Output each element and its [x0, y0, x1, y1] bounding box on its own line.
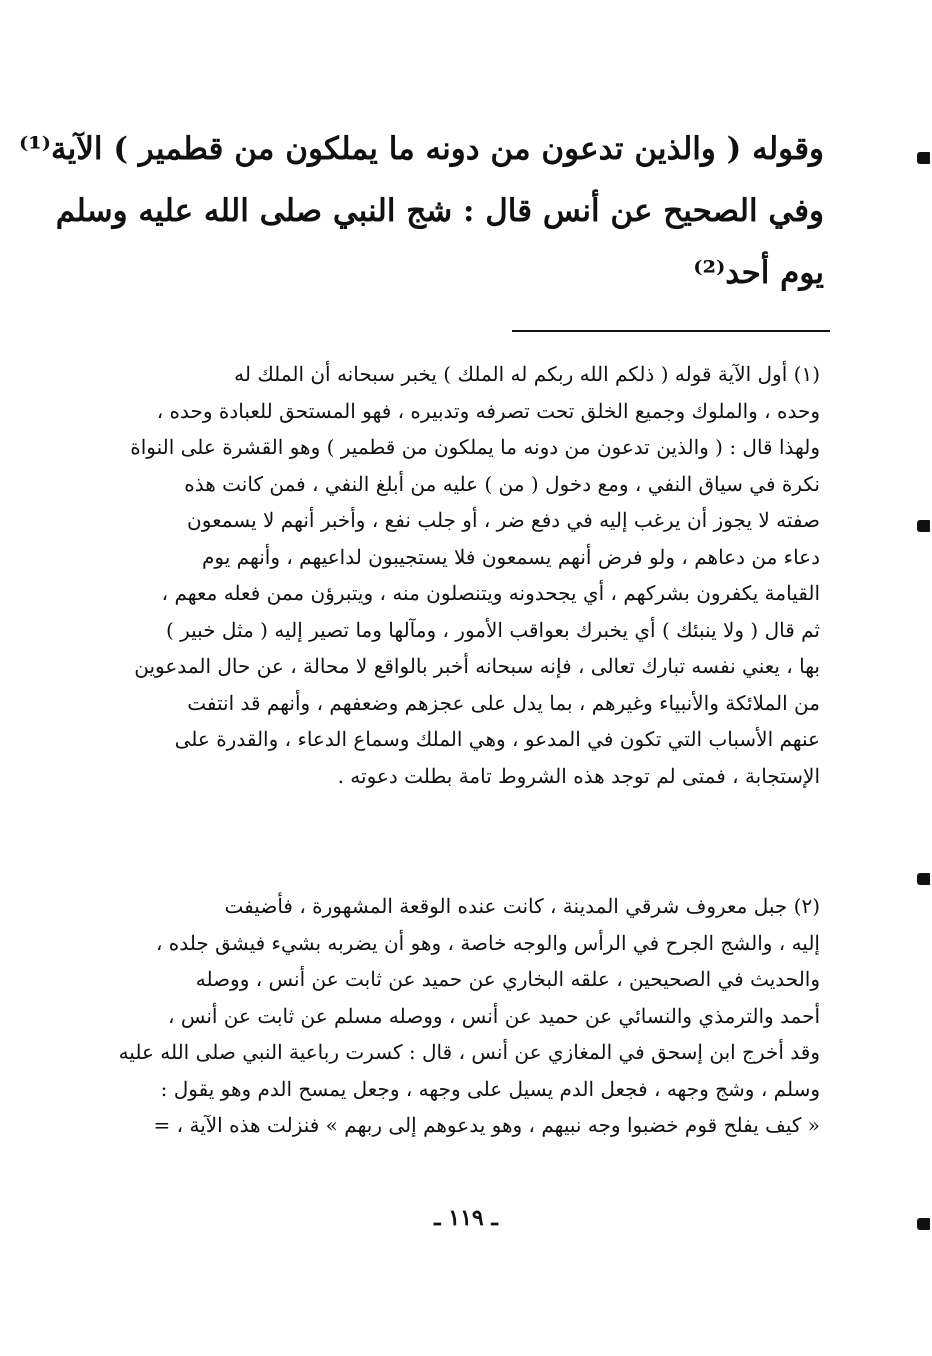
- page-number: ـ ١١٩ ـ: [434, 1205, 498, 1231]
- main-text-line: وفي الصحيح عن أنس قال : شج النبي صلى الله عليه وسلم: [55, 193, 824, 229]
- footnote-line: دعاء من دعاهم ، ولو فرض أنهم يسمعون فلا يستجيبون لداعيهم ، وأنهم يوم: [202, 544, 820, 569]
- footnote-line: من الملائكة والأنبياء وغيرهم ، بما يدل على عجزهم وضعفهم ، وأنهم قد انتفت: [187, 690, 820, 715]
- footnote-line: إليه ، والشج الجرح في الرأس والوجه خاصة ، وهو أن يضربه بشيء فيشق جلده ،: [155, 930, 820, 955]
- footnote-line: الإستجابة ، فمتى لم توجد هذه الشروط تامة بطلت دعوته .: [337, 763, 820, 788]
- main-text-line: يوم أحد⁽²⁾: [693, 255, 824, 291]
- footnote-line: عنهم الأسباب التي تكون في المدعو ، وهي الملك وسماع الدعاء ، والقدرة على: [174, 727, 820, 751]
- footnote-line: وقد أخرج ابن إسحق في المغازي عن أنس ، قال : كسرت رباعية النبي صلى الله عليه: [118, 1040, 820, 1064]
- margin-mark: [917, 520, 930, 532]
- footnote-line: القيامة يكفرون بشركهم ، أي يجحدونه ويتنصلون منه ، ويتبرؤن ممن فعله معهم ،: [161, 581, 820, 605]
- footnote-line: صفته لا يجوز أن يرغب إليه في دفع ضر ، أو جلب نفع ، وأخبر أنهم لا يسمعون: [187, 508, 820, 532]
- footnote-line: ولهذا قال : ( والذين تدعون من دونه ما يملكون من قطمير ) وهو القشرة على النواة: [130, 435, 820, 459]
- footnote-line: والحديث في الصحيحين ، علقه البخاري عن حميد عن ثابت عن أنس ، ووصله: [195, 967, 820, 991]
- footnote-line: بها ، يعني نفسه تبارك تعالى ، فإنه سبحانه أخبر بالواقع لا محالة ، عن حال المدعوين: [134, 654, 820, 678]
- main-text-line: وقوله ( والذين تدعون من دونه ما يملكون من قطمير ) الآية⁽¹⁾: [18, 131, 824, 167]
- footnote-line: ثم قال ( ولا ينبئك ) أي يخبرك بعواقب الأمور ، ومآلها وما تصير إليه ( مثل خبير ): [165, 617, 820, 642]
- margin-mark: [917, 152, 930, 164]
- main-text-block: [18, 118, 824, 304]
- footnote-line: نكرة في سياق النفي ، ومع دخول ( من ) عليه من أبلغ النفي ، فمن كانت هذه: [184, 471, 820, 496]
- footnote-line: « كيف يفلح قوم خضبوا وجه نبيهم ، وهو يدعوهم إلى ربهم » فنزلت هذه الآية ، =: [153, 1113, 820, 1137]
- footnote-line: وسلم ، وشج وجهه ، فجعل الدم يسيل على وجهه ، وجعل يمسح الدم وهو يقول :: [160, 1076, 820, 1101]
- margin-mark: [917, 873, 930, 885]
- margin-mark: [917, 1218, 930, 1230]
- footnote-line: وحده ، والملوك وجميع الخلق تحت تصرفه وتدبيره ، فهو المستحق للعبادة وحده ،: [156, 398, 820, 423]
- footnote-separator: [512, 330, 830, 332]
- footnote-line: أحمد والترمذي والنسائي عن حميد عن أنس ، ووصله مسلم عن ثابت عن أنس ،: [168, 1003, 820, 1028]
- footnote-1: [104, 356, 820, 794]
- footnote-line: (١) أول الآية قوله ( ذلكم الله ربكم له الملك ) يخبر سبحانه أن الملك له: [234, 362, 820, 386]
- footnote-2: [104, 888, 820, 1144]
- footnote-line: (٢) جبل معروف شرقي المدينة ، كانت عنده الوقعة المشهورة ، فأضيفت: [224, 894, 820, 918]
